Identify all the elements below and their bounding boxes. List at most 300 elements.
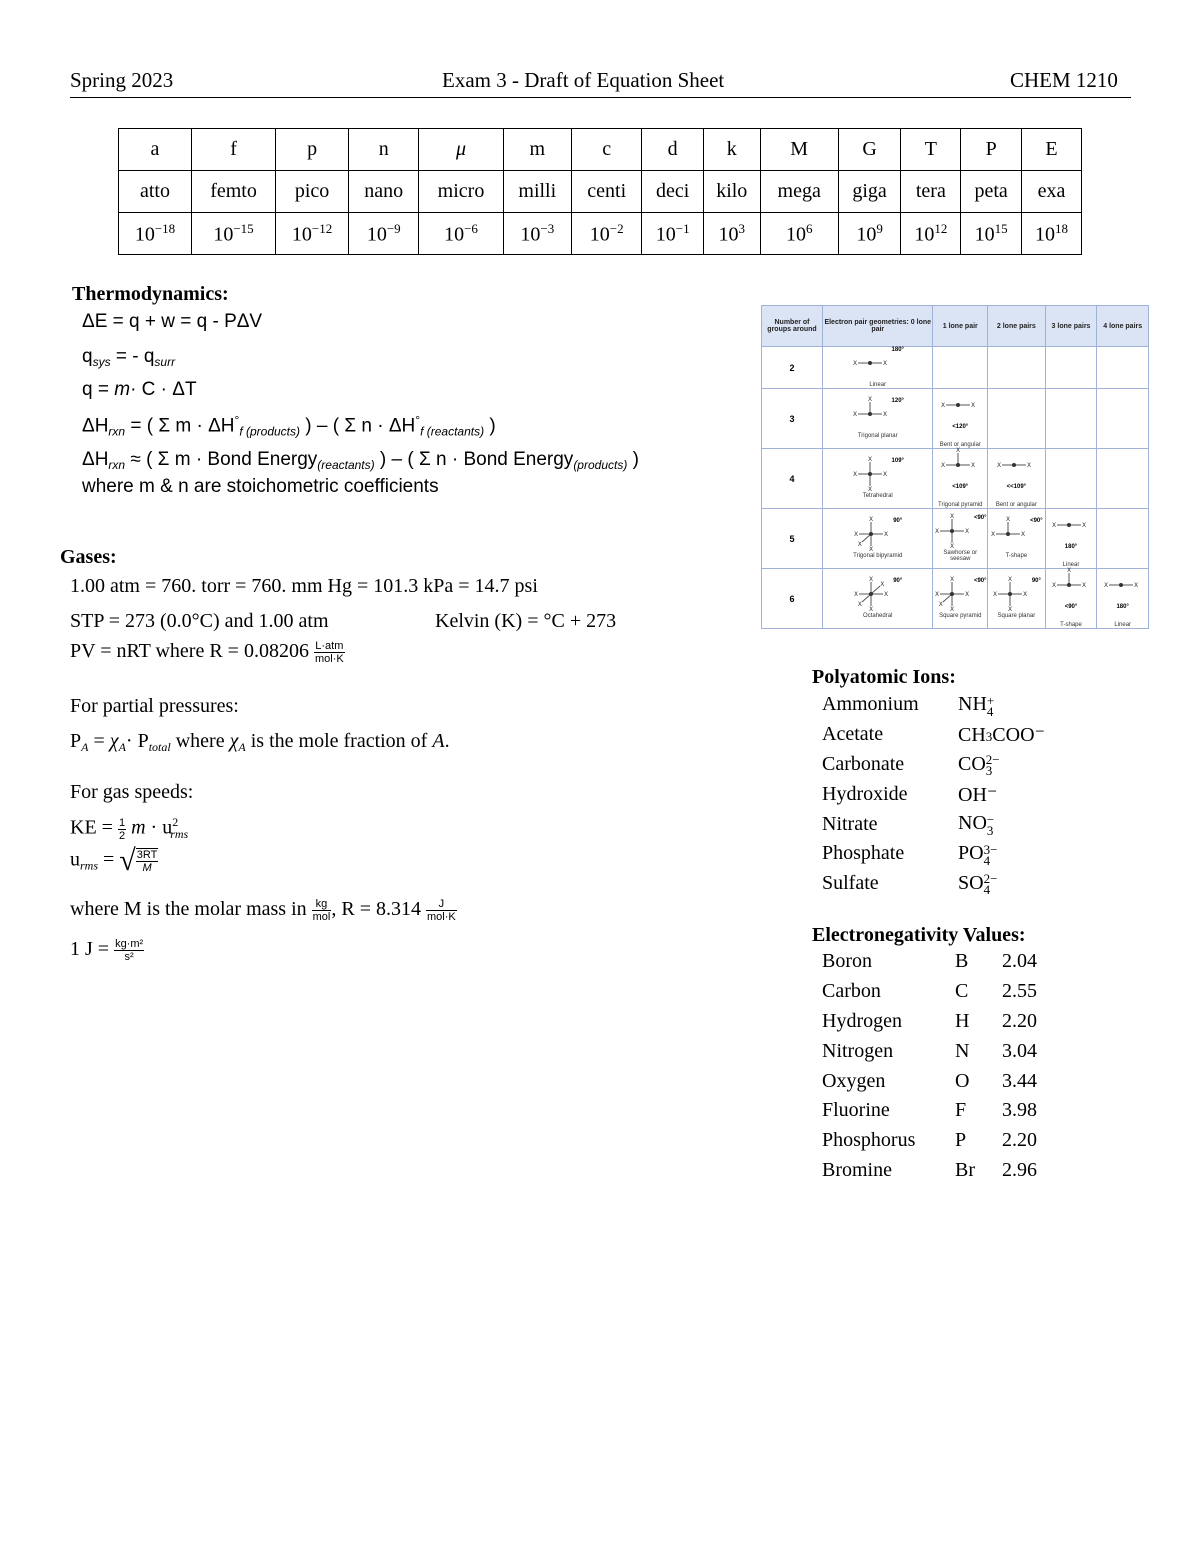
ion-formula [958, 750, 1045, 780]
ion-formula-base: CO [958, 752, 986, 775]
gases-stp: STP = 273 (0.0°C) and 1.00 atm [70, 610, 329, 632]
bond-angle-label: 90° [893, 578, 903, 584]
prefix-base: 10 [718, 223, 739, 246]
atom-label: X [1067, 567, 1072, 574]
vsepr-cell [988, 569, 1046, 629]
prefix-symbol: c [572, 129, 642, 171]
vsepr-group-count: 2 [762, 347, 823, 389]
ion-formula [958, 839, 1045, 869]
element-name: Boron [822, 950, 872, 973]
atom-label: X [971, 462, 976, 469]
ion-charge: + [986, 692, 995, 708]
gases-ideal-gas-law: PV = nRT where R = 0.08206 $\frac{\text{L·atm}}{\text{mol·K}}$ [70, 640, 344, 665]
bond-angle-label: <<109° [1006, 484, 1027, 490]
central-atom [1067, 523, 1071, 527]
vsepr-cell [933, 449, 988, 509]
atom-label: X [884, 531, 889, 538]
atom-label: X [934, 528, 940, 535]
atom-label: X [857, 601, 863, 608]
atom-label: X [852, 360, 857, 367]
prefix-exponent: 3 [738, 220, 745, 236]
prefix-base: 10 [520, 223, 541, 246]
prefix-exponent: 12 [934, 220, 948, 236]
vsepr-group-count: 6 [762, 569, 823, 629]
prefix-symbol: m [503, 129, 571, 171]
atom-label: X [949, 543, 955, 550]
vsepr-cell [823, 347, 933, 389]
atom-label: X [884, 591, 889, 598]
ion-row [822, 839, 1045, 869]
ion-formula-base: NO [958, 812, 987, 835]
element-name: Fluorine [822, 1099, 890, 1122]
molecule-geometry-icon [852, 456, 892, 493]
electronegativity-value: 3.44 [1002, 1069, 1037, 1092]
prefix-exponent-row [119, 213, 1082, 255]
prefix-power [703, 213, 760, 255]
central-atom [869, 592, 873, 596]
vsepr-header-cell: Number of groups around [762, 306, 823, 347]
molecule-geometry-icon [1051, 509, 1091, 539]
atom-label: X [1133, 582, 1138, 589]
ion-formula-tail: COO⁻ [992, 724, 1046, 747]
gases-conversion: 1.00 atm = 760. torr = 760. mm Hg = 101.3 kPa = 14.7 psi [70, 575, 538, 597]
prefix-symbol: E [1021, 129, 1081, 171]
prefix-name-row [119, 171, 1082, 213]
prefix-name: pico [276, 171, 349, 213]
vsepr-cell [1097, 449, 1149, 509]
ion-charge: 2− [985, 752, 1000, 768]
prefix-name: milli [503, 171, 571, 213]
geometry-caption: Square planar [997, 613, 1036, 619]
atom-label: X [1007, 576, 1012, 583]
thermo-eq-bond-energy: $\Delta H_{rxn}$ ≈ ( Σ m · Bond Energy$_{(reactants)}$ ) – ( Σ n · Bond Energy$_{(products)}$ ) [82, 449, 639, 472]
central-atom [1067, 583, 1071, 587]
ion-row [822, 690, 1045, 720]
atom-label: X [1021, 531, 1026, 538]
bond-angle-label: 90° [1031, 578, 1041, 584]
ion-row [822, 809, 1045, 839]
ion-charge: − [986, 811, 995, 827]
gases-molar-mass: where M is the molar mass in $\frac{kg}{\text{mol}}$ , R = 8.314 $\frac{J}{\text{mol·K}}$ [70, 898, 456, 923]
geometry-caption: Sawhorse or seesaw [943, 550, 978, 562]
ion-subscript: 4 [983, 882, 991, 898]
thermo-eq-heat: q = m· C · ΔT [82, 379, 197, 400]
thermo-note: where m & n are stoichometric coefficients [82, 476, 439, 497]
vsepr-group-count: 5 [762, 509, 823, 569]
atom-label: X [934, 591, 940, 598]
vsepr-cell [1097, 569, 1149, 629]
vsepr-header-cell: 1 lone pair [933, 306, 988, 347]
molecule-geometry-icon [1051, 569, 1091, 599]
gases-kinetic-energy: KE = $\frac{1}{2}$ $m \cdot u^2_{rms}$ [70, 815, 189, 842]
ion-formula-scripts [983, 841, 998, 868]
prefix-base: 10 [291, 223, 312, 246]
electronegativity-value: 2.20 [1002, 1009, 1037, 1032]
ion-name: Carbonate [822, 752, 905, 775]
ion-formula-scripts [986, 692, 995, 719]
prefix-symbol: G [838, 129, 901, 171]
gases-urms: $u_{rms}$ = √ $\frac{3RT}{M}$ [70, 844, 158, 877]
molecule-geometry-icon [996, 449, 1036, 479]
vsepr-cell [1045, 449, 1097, 509]
prefix-base: 10 [974, 223, 995, 246]
atom-label: X [867, 456, 872, 463]
molecule-geometry-icon [1103, 569, 1143, 599]
vsepr-cell [933, 389, 988, 449]
electronegativity-value: 3.98 [1002, 1099, 1037, 1122]
vsepr-cell [1097, 347, 1149, 389]
molecule-geometry-icon [934, 576, 974, 613]
prefix-exponent: −15 [233, 220, 254, 236]
vsepr-cell [988, 389, 1046, 449]
electronegativity-row [822, 1156, 1037, 1186]
ion-formula-base: SO [958, 871, 984, 894]
ion-formula-scripts [983, 871, 998, 898]
prefix-exponent: 9 [876, 220, 883, 236]
vsepr-header-row [762, 306, 1149, 347]
atom-label: X [854, 591, 859, 598]
bond-angle-label: 90° [893, 518, 903, 524]
vsepr-cell [1045, 389, 1097, 449]
prefix-base: 10 [134, 223, 155, 246]
electronegativity-row [822, 1036, 1037, 1066]
prefix-name: exa [1021, 171, 1081, 213]
ion-row [822, 720, 1045, 750]
atom-label: X [1052, 522, 1057, 529]
atom-label: X [971, 402, 976, 409]
atom-label: X [949, 576, 955, 583]
element-name: Hydrogen [822, 1009, 902, 1032]
ion-formula-base: OH⁻ [958, 783, 998, 806]
vsepr-cell [823, 389, 933, 449]
vsepr-row [762, 509, 1149, 569]
molecule-geometry-icon [853, 576, 893, 613]
header-left: Spring 2023 [70, 68, 174, 92]
element-symbol: N [955, 1039, 970, 1062]
prefix-power [276, 213, 349, 255]
thermo-eq-energy: ΔE = q + w = q - PΔV [82, 311, 263, 332]
vsepr-cell [1045, 569, 1097, 629]
prefix-base: 10 [914, 223, 935, 246]
prefix-name: tera [901, 171, 961, 213]
prefix-exponent: −6 [464, 220, 478, 236]
geometry-caption: Tetrahedral [862, 493, 893, 499]
central-atom [950, 592, 954, 596]
atom-label: X [956, 447, 961, 454]
ion-name: Sulfate [822, 872, 879, 895]
prefix-symbol: n [349, 129, 419, 171]
element-symbol: C [955, 980, 969, 1003]
prefix-power [1021, 213, 1081, 255]
ion-subscript: 3 [986, 822, 994, 838]
prefix-name: femto [191, 171, 275, 213]
atom-label: X [867, 486, 872, 493]
prefix-power [119, 213, 192, 255]
ion-formula-base: NH [958, 693, 987, 716]
prefix-symbol: k [703, 129, 760, 171]
central-atom [868, 412, 872, 416]
element-name: Nitrogen [822, 1039, 894, 1062]
molecule-geometry-icon [940, 449, 980, 479]
gases-kelvin: Kelvin (K) = °C + 273 [435, 610, 617, 632]
prefix-base: 10 [213, 223, 234, 246]
prefix-power [503, 213, 571, 255]
prefix-exponent: −9 [386, 220, 401, 236]
atom-label: X [941, 402, 946, 409]
atom-label: X [1022, 591, 1027, 598]
element-symbol: B [955, 950, 969, 973]
header-right: CHEM 1210 [1010, 68, 1118, 92]
gases-title: Gases: [60, 546, 117, 568]
molecule-geometry-icon [934, 513, 974, 550]
electronegativity-row [822, 1066, 1037, 1096]
atom-label: X [997, 462, 1002, 469]
element-symbol: O [955, 1069, 970, 1092]
prefix-base: 10 [444, 223, 465, 246]
prefix-symbol: f [191, 129, 275, 171]
ion-row [822, 869, 1045, 899]
ion-charge: 3− [983, 841, 998, 857]
prefix-power [572, 213, 642, 255]
molecule-geometry-icon [940, 389, 980, 419]
prefix-name: atto [119, 171, 192, 213]
ion-subscript: 4 [983, 852, 991, 868]
vsepr-cell [823, 449, 933, 509]
bond-angle-label: 109° [891, 458, 904, 464]
prefix-exponent: 18 [1054, 220, 1068, 236]
vsepr-row [762, 569, 1149, 629]
atom-label: X [882, 471, 887, 478]
ion-name: Acetate [822, 723, 884, 746]
atom-label: X [1103, 582, 1108, 589]
atom-label: X [1027, 462, 1032, 469]
prefix-name: mega [760, 171, 838, 213]
en-title: Electronegativity Values: [812, 924, 1026, 946]
central-atom [869, 532, 873, 536]
geometry-caption: Square pyramid [939, 613, 982, 619]
vsepr-group-count: 4 [762, 449, 823, 509]
molecule-geometry-icon [852, 347, 892, 377]
element-symbol: F [955, 1099, 967, 1122]
prefix-exponent: −3 [540, 220, 555, 236]
electronegativity-value: 2.20 [1002, 1129, 1037, 1152]
gases-partial-eq: $P_A = \chi_A\cdot P_{total}$ where $\chi_A$ is the mole fraction of A. [70, 730, 450, 754]
prefix-symbol: T [901, 129, 961, 171]
thermo-eq-q: $q_{sys}$ = - $q_{surr}$ [82, 346, 176, 369]
geometry-caption: T-shape [1005, 553, 1028, 559]
atom-label: X [941, 462, 946, 469]
electronegativity-value: 2.04 [1002, 950, 1037, 973]
electronegativity-row [822, 947, 1037, 977]
atom-label: X [1082, 522, 1087, 529]
bond-angle-label: <120° [952, 424, 969, 430]
ion-subscript: 3 [985, 763, 993, 779]
prefix-power [191, 213, 275, 255]
ion-subscript: 3 [985, 729, 993, 745]
vsepr-header-cell: 4 lone pairs [1097, 306, 1149, 347]
ion-name: Phosphate [822, 842, 905, 865]
vsepr-cell [988, 449, 1046, 509]
electronegativity-value: 2.96 [1002, 1158, 1037, 1181]
header-title: Exam 3 - Draft of Equation Sheet [442, 68, 725, 92]
geometry-caption: Linear [1062, 562, 1080, 568]
vsepr-row [762, 389, 1149, 449]
atom-label: X [869, 546, 874, 553]
prefix-symbol: p [276, 129, 349, 171]
vsepr-cell [1045, 509, 1097, 569]
atom-label: X [869, 606, 874, 613]
prefix-symbol-row [119, 129, 1082, 171]
prefix-base: 10 [366, 223, 387, 246]
vsepr-header-cell: 2 lone pairs [988, 306, 1046, 347]
vsepr-header-cell: 3 lone pairs [1045, 306, 1097, 347]
prefix-base: 10 [856, 223, 877, 246]
ion-formula-base: PO [958, 842, 984, 865]
element-symbol: Br [955, 1158, 975, 1181]
prefix-exponent: 15 [994, 220, 1008, 236]
electronegativity-row [822, 1096, 1037, 1126]
prefix-base: 10 [1034, 223, 1055, 246]
vsepr-header-cell: Electron pair geometries: 0 lone pair [823, 306, 933, 347]
molecule-geometry-icon [990, 518, 1030, 548]
atom-label: X [880, 581, 885, 588]
atom-label: X [882, 360, 887, 367]
central-atom [950, 529, 954, 533]
prefix-symbol: a [119, 129, 192, 171]
ion-formula [958, 690, 1045, 720]
atom-label: X [991, 531, 996, 538]
geometry-caption: Bent or angular [939, 442, 981, 448]
central-atom [1006, 532, 1010, 536]
bond-angle-label: 180° [1064, 544, 1078, 550]
element-symbol: P [955, 1129, 967, 1152]
element-symbol: H [955, 1009, 970, 1032]
bond-angle-label: 180° [1116, 604, 1129, 610]
electronegativity-value: 2.55 [1002, 980, 1037, 1003]
atom-label: X [949, 513, 955, 520]
prefix-power [419, 213, 503, 255]
thermo-title: Thermodynamics: [72, 283, 229, 305]
ion-charge: 2− [983, 871, 998, 887]
gases-joule: 1 J = $\frac{\text{kg·m²}}{\text{s²}}$ [70, 938, 144, 963]
ion-name: Hydroxide [822, 782, 908, 805]
prefix-name: micro [419, 171, 503, 213]
header-rule [70, 97, 1131, 98]
atom-label: X [882, 411, 887, 418]
ion-formula [958, 809, 1045, 839]
ion-row [822, 750, 1045, 780]
electronegativity-row [822, 1126, 1037, 1156]
ion-name: Nitrate [822, 812, 878, 835]
atom-label: X [949, 606, 955, 613]
central-atom [956, 403, 960, 407]
prefix-name: deci [642, 171, 704, 213]
polyatomic-ions-table [822, 690, 1045, 899]
atom-label: X [992, 591, 997, 598]
geometry-caption: Trigonal bipyramid [853, 553, 903, 559]
element-name: Oxygen [822, 1069, 886, 1092]
electronegativity-row [822, 1007, 1037, 1037]
prefix-base: 10 [655, 223, 676, 246]
geometry-caption: Trigonal planar [857, 433, 898, 439]
prefix-symbol: d [642, 129, 704, 171]
prefix-power [838, 213, 901, 255]
prefix-exponent: −1 [675, 220, 690, 236]
prefix-base: 10 [589, 223, 610, 246]
prefix-symbol: P [961, 129, 1022, 171]
ion-formula-scripts [985, 752, 1000, 779]
bond-angle-label: <109° [952, 484, 969, 490]
prefix-exponent: −2 [609, 220, 624, 236]
bond-angle-label: <90° [1030, 518, 1043, 524]
ion-formula-base: CH [958, 724, 986, 747]
prefix-symbol: M [760, 129, 838, 171]
atom-label: X [869, 516, 874, 523]
atom-label: X [964, 591, 970, 598]
geometry-caption: Trigonal pyramid [938, 502, 983, 508]
vsepr-cell [1097, 389, 1149, 449]
atom-label: X [1007, 606, 1012, 613]
prefix-name: centi [572, 171, 642, 213]
prefix-exponent: −18 [154, 220, 176, 236]
vsepr-cell [933, 347, 988, 389]
prefix-power [901, 213, 961, 255]
ion-name: Ammonium [822, 693, 919, 716]
central-atom [1119, 583, 1123, 587]
atom-label: X [1052, 582, 1057, 589]
vsepr-cell [823, 509, 933, 569]
prefix-name: kilo [703, 171, 760, 213]
prefix-name: peta [961, 171, 1022, 213]
central-atom [868, 472, 872, 476]
vsepr-cell [1045, 347, 1097, 389]
geometry-caption: Bent or angular [995, 502, 1037, 508]
electronegativity-table [822, 947, 1037, 1185]
vsepr-row [762, 449, 1149, 509]
atom-label: X [938, 601, 943, 608]
bond-angle-label: <90° [973, 578, 987, 584]
bond-angle-label: 120° [891, 398, 904, 404]
prefix-symbol: μ [419, 129, 503, 171]
prefix-exponent: 6 [805, 220, 813, 236]
central-atom [1008, 592, 1012, 596]
ion-formula-scripts [986, 811, 995, 838]
prefix-power [349, 213, 419, 255]
ion-subscript: 4 [986, 703, 994, 719]
element-name: Phosphorus [822, 1129, 916, 1152]
vsepr-cell [988, 509, 1046, 569]
geometry-caption: Linear [869, 382, 887, 388]
atom-label: X [852, 471, 857, 478]
central-atom [868, 361, 872, 365]
si-prefix-table [118, 128, 1082, 255]
bond-angle-label: 180° [891, 347, 904, 353]
bond-angle-label: <90° [973, 515, 987, 521]
vsepr-geometry-table [761, 305, 1149, 629]
prefix-name: giga [838, 171, 901, 213]
prefix-name: nano [349, 171, 419, 213]
geometry-caption: Linear [1114, 622, 1132, 628]
vsepr-cell [823, 569, 933, 629]
vsepr-cell [1097, 509, 1149, 569]
element-name: Carbon [822, 980, 881, 1003]
ions-title: Polyatomic Ions: [812, 666, 956, 688]
atom-label: X [1006, 516, 1011, 523]
prefix-power [961, 213, 1022, 255]
bond-angle-label: <90° [1064, 604, 1078, 610]
gases-speed-title: For gas speeds: [70, 781, 194, 803]
prefix-exponent: −12 [311, 220, 333, 236]
